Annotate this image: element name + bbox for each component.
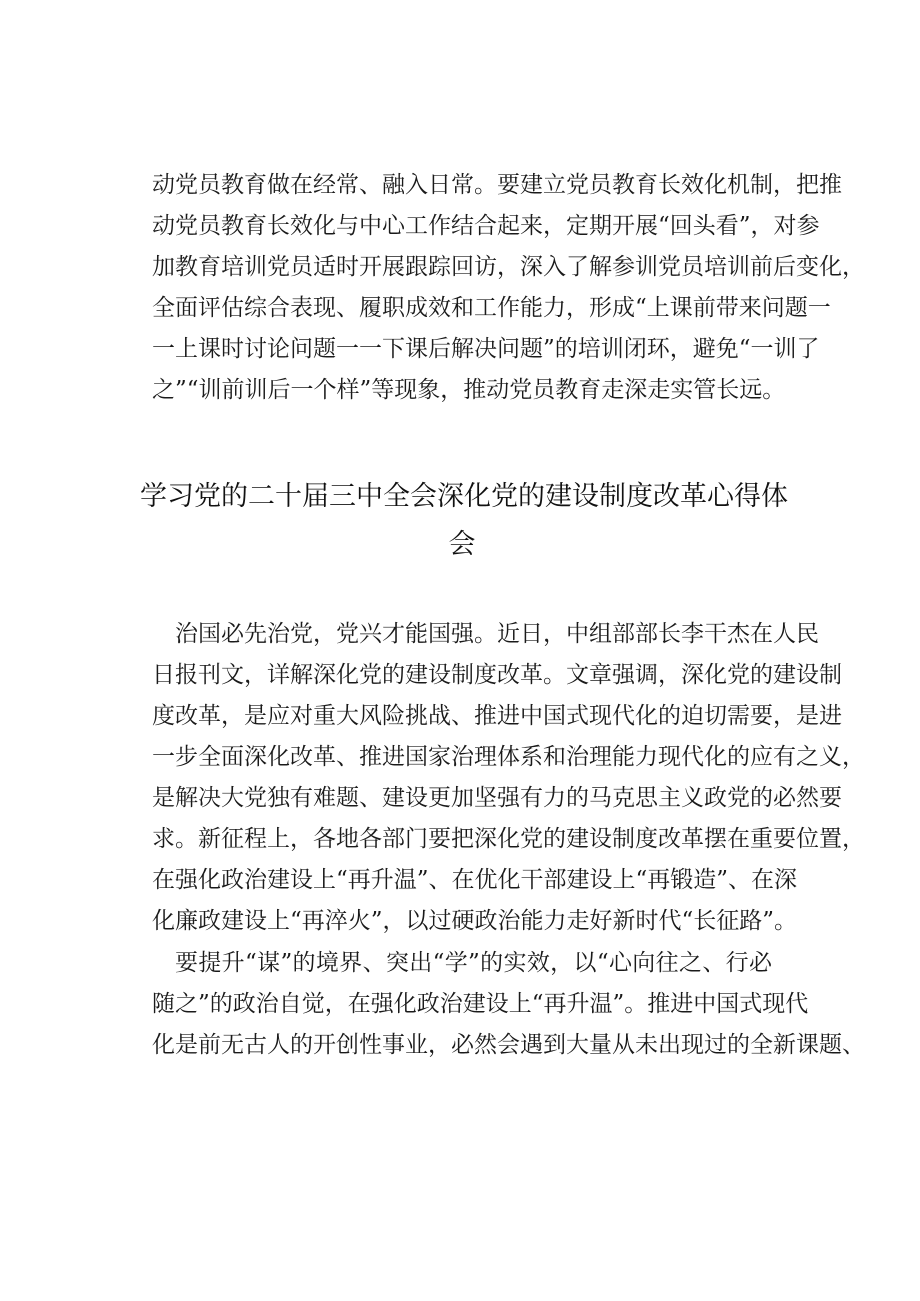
paragraph-line: 度改革，是应对重大风险挑战、推进中国式现代化的迫切需要，是进 [152, 703, 842, 729]
paragraph-line: 动党员教育长效化与中心工作结合起来，定期开展“回头看”，对参 [152, 213, 820, 239]
article-title-line-1: 学习党的二十届三中全会深化党的建设制度改革心得体 [140, 481, 788, 512]
paragraph-line: 日报刊文，详解深化党的建设制度改革。文章强调，深化党的建设制 [152, 662, 842, 688]
paragraph-line: 加教育培训党员适时开展跟踪回访，深入了解参训党员培训前后变化， [152, 254, 865, 280]
paragraph-line: 一上课时讨论问题一一下课后解决问题”的培训闭环，避免“一训了 [152, 336, 820, 362]
paragraph-line: 化廉政建设上“再淬火”，以过硬政治能力走好新时代“长征路”。 [152, 908, 798, 934]
paragraph-line: 动党员教育做在经常、融入日常。要建立党员教育长效化机制，把推 [152, 172, 842, 198]
paragraph-line: 随之”的政治自觉，在强化政治建设上“再升温”。推进中国式现代 [152, 991, 809, 1017]
article-title-line-2: 会 [448, 529, 476, 560]
paragraph-line: 化是前无古人的开创性事业，必然会遇到大量从未出现过的全新课题、 [152, 1032, 865, 1058]
paragraph-line: 治国必先治党，党兴才能国强。近日，中组部部长李干杰在人民 [175, 621, 819, 647]
paragraph-line: 一步全面深化改革、推进国家治理体系和治理能力现代化的应有之义， [152, 744, 865, 770]
paragraph-line: 要提升“谋”的境界、突出“学”的实效，以“心向往之、行必 [175, 950, 772, 976]
paragraph-line: 全面评估综合表现、履职成效和工作能力，形成“上课前带来问题一 [152, 295, 831, 321]
paragraph-line: 是解决大党独有难题、建设更加坚强有力的马克思主义政党的必然要 [152, 785, 842, 811]
paragraph-line: 求。新征程上，各地各部门要把深化党的建设制度改革摆在重要位置， [152, 826, 865, 852]
paragraph-line: 之”“训前训后一个样”等现象，推动党员教育走深走实管长远。 [152, 377, 786, 403]
paragraph-line: 在强化政治建设上“再升温”、在优化干部建设上“再锻造”、在深 [152, 867, 798, 893]
